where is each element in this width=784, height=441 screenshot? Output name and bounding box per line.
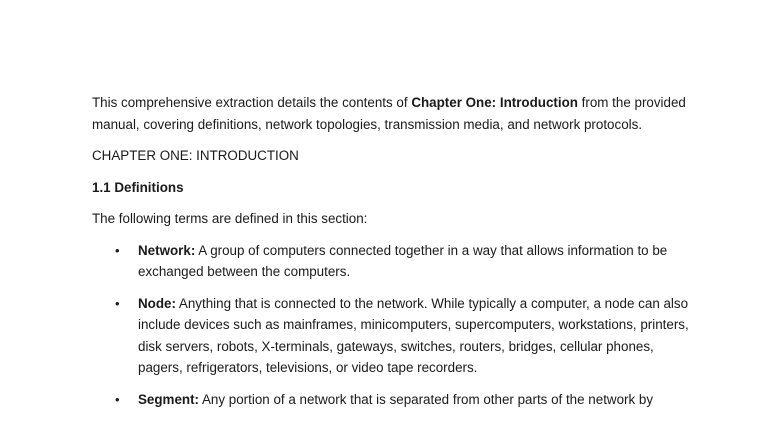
- definition-term: Segment:: [138, 391, 200, 407]
- list-item: [92, 389, 692, 411]
- intro-paragraph: [92, 92, 692, 135]
- definition-text: Anything that is connected to the network. While typically a computer, a node can also include devices such as mainframes, minicomputers, supercomputers, workstations, printers, disk servers, robots, X-terminals, gateways, switches, routers, bridges, cellular phones, pagers, refrigerators, televisions, or video tape recorders.: [138, 295, 689, 375]
- chapter-heading: CHAPTER ONE: INTRODUCTION: [92, 148, 299, 163]
- definition-term: Node:: [138, 295, 176, 311]
- bullet-icon: •: [115, 391, 120, 407]
- bullet-icon: •: [115, 242, 120, 258]
- lead-in-text: The following terms are defined in this section:: [92, 211, 368, 226]
- intro-text-start: This comprehensive extraction details the contents of: [92, 95, 412, 110]
- intro-text-end: from the provided manual, covering definitions, network topologies, transmission media, and network protocols.: [92, 95, 686, 132]
- definition-text: Any portion of a network that is separated from other parts of the network by: [199, 391, 654, 407]
- definitions-list: [92, 240, 692, 411]
- section-heading: 1.1 Definitions: [92, 179, 184, 195]
- list-item: [92, 293, 692, 379]
- intro-text-bold: Chapter One: Introduction: [411, 95, 578, 110]
- list-item: [92, 240, 692, 283]
- definition-term: Network:: [138, 242, 196, 258]
- document-body: [92, 92, 692, 420]
- definition-text: A group of computers connected together in a way that allows information to be exchanged between the computers.: [138, 242, 668, 279]
- bullet-icon: •: [115, 295, 120, 311]
